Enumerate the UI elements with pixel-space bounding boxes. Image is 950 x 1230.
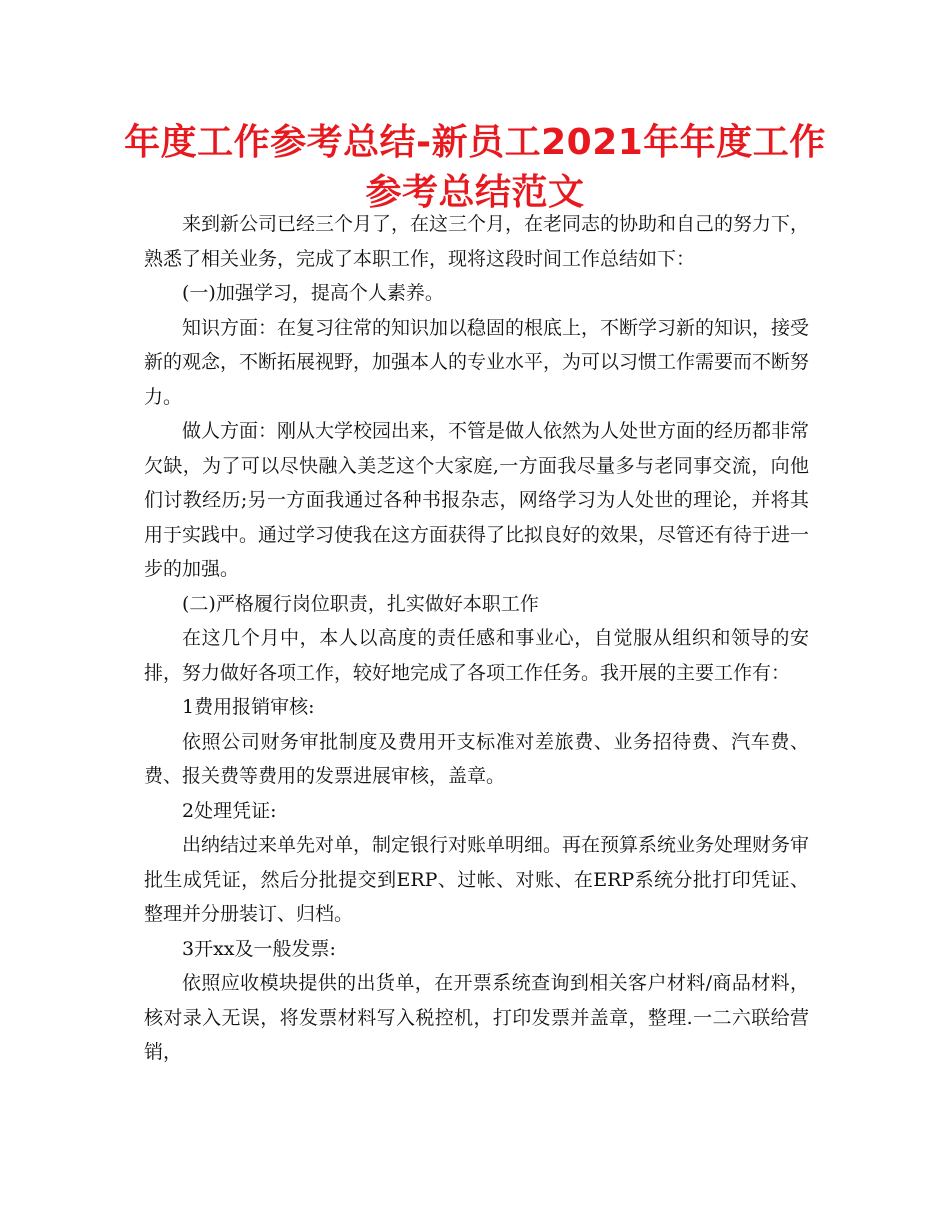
paragraph: 依照应收模块提供的出货单，在开票系统查询到相关客户材料/商品材料，核对录入无误，将发票材料写入税控机，打印发票并盖章，整理.一二六联给营销，: [144, 972, 809, 1063]
section-heading: (二)严格履行岗位职责，扎实做好本职工作: [182, 592, 539, 615]
paragraph: 来到新公司已经三个月了，在这三个月，在老同志的协助和自己的努力下，熟悉了相关业务，完成了本职工作，现将这段时间工作总结如下：: [144, 213, 810, 270]
paragraph: 知识方面：在复习往常的知识加以稳固的根底上，不断学习新的知识，接受新的观念，不断拓展视野，加强本人的专业水平，为可以习惯工作需要而不断努力。: [144, 316, 810, 408]
paragraph: 出纳结过来单先对单，制定银行对账单明细。再在预算系统业务处理财务审批生成凭证，然后分批提交到ERP、过帐、对账、在ERP系统分批打印凭证、整理并分册装订、归档。: [144, 834, 810, 925]
item-heading: 2处理凭证:: [182, 799, 277, 822]
paragraph: 做人方面：刚从大学校园出来，不管是做人依然为人处世方面的经历都非常欠缺，为了可以尽快融入美芝这个大家庭,一方面我尽量多与老同事交流，向他们讨教经历;另一方面我通过各种书报杂志，网络学习为人处世的理论，并将其用于实践中。通过学习使我在这方面获得了比拟良好的效果，尽管还有待于进一步的加强。: [144, 420, 810, 580]
document-body: [144, 207, 809, 1070]
paragraph: 在这几个月中，本人以高度的责任感和事业心，自觉服从组织和领导的安排，努力做好各项工作，较好地完成了各项工作任务。我开展的主要工作有：: [144, 627, 809, 684]
section-heading: (一)加强学习，提高个人素养。: [182, 282, 444, 304]
item-heading: 1费用报销审核:: [182, 696, 315, 718]
item-heading: 3开xx及一般发票:: [182, 937, 336, 960]
paragraph: 依照公司财务审批制度及费用开支标准对差旅费、业务招待费、汽车费、费、报关费等费用的发票进展审核，盖章。: [144, 730, 809, 787]
document-title: 年度工作参考总结-新员工2021年年度工作参考总结范文: [124, 122, 826, 213]
